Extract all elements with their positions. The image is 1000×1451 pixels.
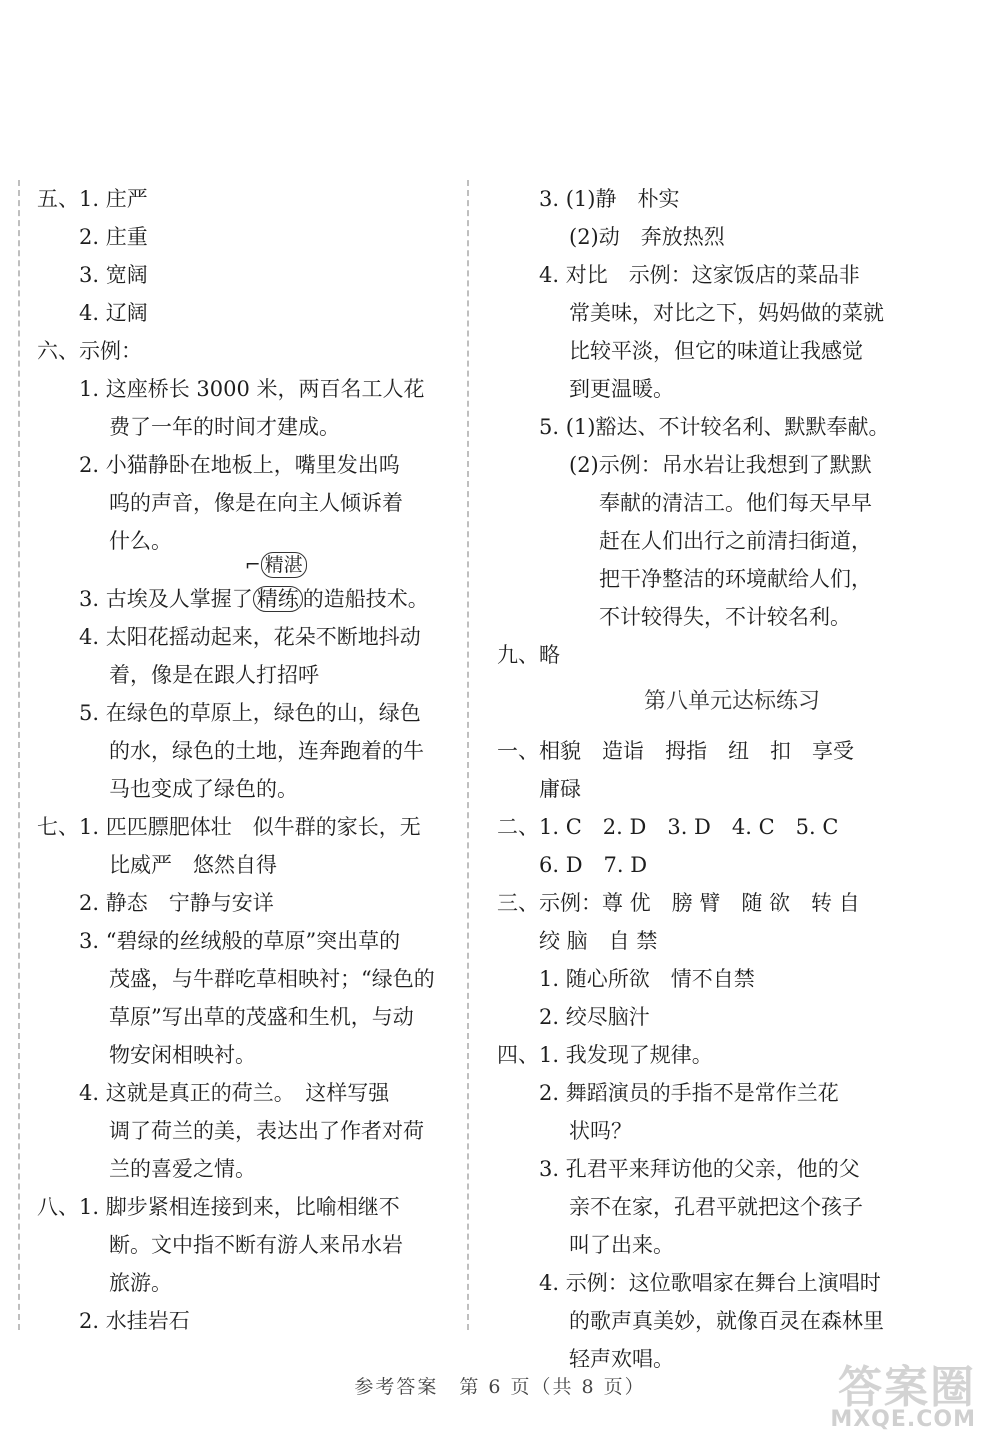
- answer-line: 四、1. 我发现了规律。: [497, 1043, 713, 1067]
- answer-line: 5. (1)豁达、不计较名利、默默奉献。: [539, 415, 890, 439]
- answer-line: 3. (1)静 朴实: [539, 187, 680, 211]
- watermark-logo: 答案圈: [838, 1362, 976, 1413]
- answer-line: 三、示例：尊 优 膀 臂 随 欲 转 自: [497, 891, 860, 915]
- page-footer: 参考答案 第 6 页（共 8 页）: [354, 1376, 646, 1398]
- answer-line: 的水，绿色的土地，连奔跑着的牛: [109, 739, 424, 763]
- answer-line: 呜的声音，像是在向主人倾诉着: [109, 491, 403, 515]
- answer-line: 绞 脑 自 禁: [539, 929, 658, 953]
- answer-line: 着，像是在跟人打招呼: [109, 663, 319, 687]
- answer-line: 轻声欢唱。: [569, 1347, 674, 1371]
- answer-line: 奉献的清洁工。他们每天早早: [599, 491, 872, 515]
- answer-line: 5. 在绿色的草原上，绿色的山，绿色: [79, 701, 421, 725]
- answer-line: 2. 舞蹈演员的手指不是常作兰花: [539, 1081, 839, 1105]
- answer-line: 4. 辽阔: [79, 301, 148, 325]
- answer-line: 亲不在家，孔君平就把这个孩子: [569, 1195, 863, 1219]
- answer-line: 兰的喜爱之情。: [109, 1157, 256, 1181]
- watermark-url: MXQE.COM: [830, 1407, 976, 1432]
- answer-line: 比威严 悠然自得: [109, 853, 277, 877]
- answer-line: 的歌声真美妙，就像百灵在森林里: [569, 1309, 884, 1333]
- answer-line: 4. 示例：这位歌唱家在舞台上演唱时: [539, 1271, 881, 1295]
- answer-line: 4. 对比 示例：这家饭店的菜品非: [539, 263, 860, 287]
- answer-line: 2. 庄重: [79, 225, 148, 249]
- answer-line: 把干净整洁的环境献给人们，: [599, 567, 872, 591]
- correction-answer-line: 3. 古埃及人掌握了 ⌐ 精湛 精练 的造船技术。: [37, 580, 447, 618]
- answer-line: 4. 这就是真正的荷兰。 这样写强: [79, 1081, 390, 1105]
- answer-line: 断。文中指不断有游人来吊水岩: [109, 1233, 403, 1257]
- answer-line: 草原”写出草的茂盛和生机，与动: [109, 1005, 414, 1029]
- correction-word: ⌐ 精湛: [245, 552, 307, 578]
- answer-line: 3. 孔君平来拜访他的父亲，他的父: [539, 1157, 860, 1181]
- answer-line: 2. 小猫静卧在地板上，嘴里发出呜: [79, 453, 400, 477]
- answer-line: 庸碌: [539, 777, 581, 801]
- answer-line: 1. 这座桥长 3000 米，两百名工人花: [79, 377, 425, 401]
- answer-line: 不计较得失，不计较名利。: [599, 605, 851, 629]
- answer-line: 二、1. C 2. D 3. D 4. C 5. C: [497, 815, 839, 839]
- answer-line: 物安闲相映衬。: [109, 1043, 256, 1067]
- answer-line: 3. 宽阔: [79, 263, 148, 287]
- answer-line: 状吗？: [569, 1119, 632, 1143]
- answer-line: 2. 绞尽脑汁: [539, 1005, 650, 1029]
- answer-line: (2)动 奔放热烈: [569, 225, 725, 249]
- answer-line: 赶在人们出行之前清扫街道，: [599, 529, 872, 553]
- answer-line: 2. 静态 宁静与安详: [79, 891, 274, 915]
- answer-line: 旅游。: [109, 1271, 172, 1295]
- answer-line: 6. D 7. D: [539, 853, 648, 877]
- answer-line: 六、示例：: [37, 339, 142, 363]
- answer-line: 到更温暖。: [569, 377, 674, 401]
- answer-line: 常美味，对比之下，妈妈做的菜就: [569, 301, 884, 325]
- circled-original-word: 精练: [253, 586, 303, 612]
- answer-line: 马也变成了绿色的。: [109, 777, 298, 801]
- answer-line: 3. “碧绿的丝绒般的草原”突出草的: [79, 929, 401, 953]
- right-column: [497, 180, 967, 1378]
- answer-line: (2)示例：吊水岩让我想到了默默: [569, 453, 872, 477]
- answer-line: 一、相貌 造诣 拇指 纽 扣 享受: [497, 739, 854, 763]
- answer-line: 4. 太阳花摇动起来，花朵不断地抖动: [79, 625, 421, 649]
- answer-line: 茂盛，与牛群吃草相映衬；“绿色的: [109, 967, 435, 991]
- answer-line: 调了荷兰的美，表达出了作者对荷: [109, 1119, 424, 1143]
- answer-line: 九、略: [497, 643, 560, 667]
- center-dashed-divider: [467, 180, 469, 1330]
- section-title: 第八单元达标练习: [643, 689, 820, 714]
- answer-line: 2. 水挂岩石: [79, 1309, 190, 1333]
- watermark: [742, 1351, 982, 1441]
- answer-line: 七、1. 匹匹膘肥体壮 似牛群的家长，无: [37, 815, 421, 839]
- answer-line: 叫了出来。: [569, 1233, 674, 1257]
- answer-line: 八、1. 脚步紧相连接到来，比喻相继不: [37, 1195, 400, 1219]
- left-column: [37, 180, 447, 1340]
- correction-mark: [244, 554, 303, 618]
- answer-line: 费了一年的时间才建成。: [109, 415, 340, 439]
- answer-line: 什么。: [109, 529, 172, 553]
- answer-line: 1. 随心所欲 情不自禁: [539, 967, 755, 991]
- answer-line: 比较平淡，但它的味道让我感觉: [569, 339, 863, 363]
- answer-line: 五、1. 庄严: [37, 187, 148, 211]
- left-dashed-divider: [18, 180, 20, 1330]
